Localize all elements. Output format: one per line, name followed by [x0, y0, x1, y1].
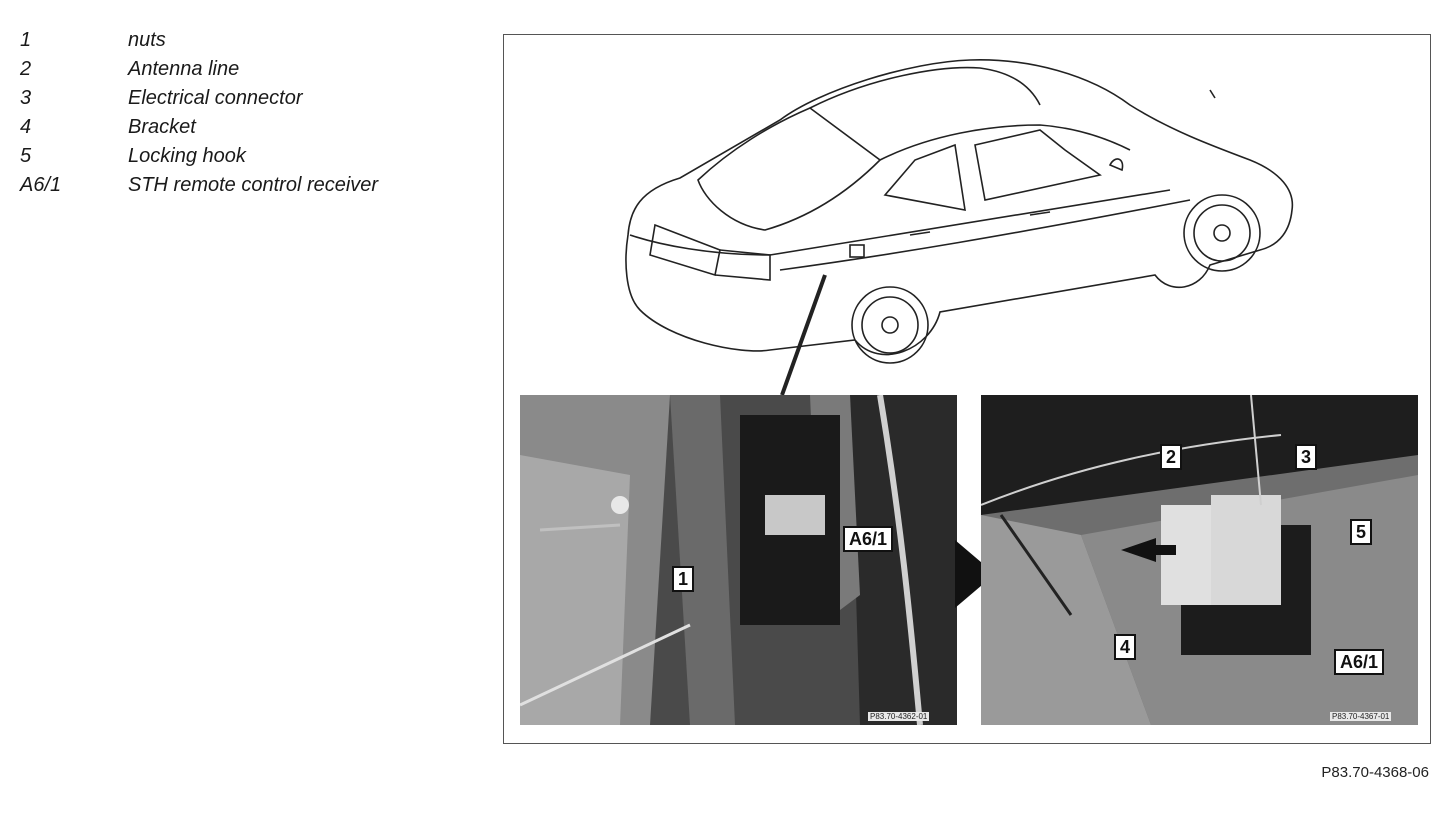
- legend-label: nuts: [128, 29, 166, 51]
- photo-id: P83.70-4362-01: [870, 712, 928, 721]
- legend-number: 5: [20, 145, 32, 167]
- legend-number: 1: [20, 29, 32, 51]
- callout-2: 2: [1160, 444, 1182, 470]
- legend-label: STH remote control receiver: [128, 174, 379, 196]
- figure-id: P83.70-4368-06: [1321, 764, 1429, 781]
- legend-number: 4: [20, 116, 32, 138]
- photo-receiver-bracket: [981, 395, 1418, 725]
- legend-number: 2: [20, 58, 32, 80]
- callout-5: 5: [1350, 519, 1372, 545]
- car-illustration: [610, 50, 1310, 395]
- callout-1: 1: [672, 566, 694, 592]
- callout-4: 4: [1114, 634, 1136, 660]
- callout-3: 3: [1295, 444, 1317, 470]
- callout-a6-1: A6/1: [1334, 649, 1384, 675]
- legend-label: Locking hook: [128, 145, 246, 167]
- photo-id: P83.70-4367-01: [1332, 712, 1390, 721]
- legend-number: 3: [20, 87, 32, 109]
- legend-label: Bracket: [128, 116, 196, 138]
- legend-number: A6/1: [20, 174, 62, 196]
- callout-a6-1: A6/1: [843, 526, 893, 552]
- legend-label: Antenna line: [128, 58, 240, 80]
- photo-receiver-installed: [520, 395, 957, 725]
- legend-label: Electrical connector: [128, 87, 303, 109]
